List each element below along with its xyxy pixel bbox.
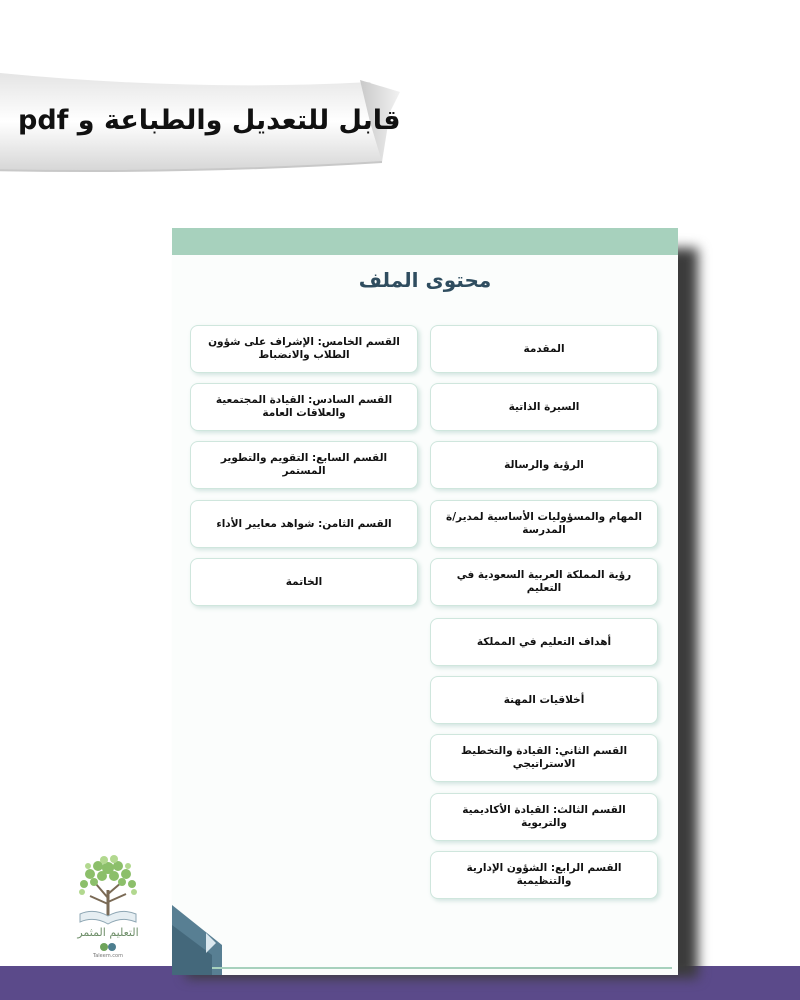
logo-dots-icon bbox=[98, 942, 118, 952]
toc-item[interactable]: الرؤية والرسالة bbox=[430, 441, 658, 489]
toc-item[interactable]: أخلاقيات المهنة bbox=[430, 676, 658, 724]
toc-item[interactable]: القسم الثالث: القيادة الأكاديمية والتربوية bbox=[430, 793, 658, 841]
tree-book-icon bbox=[68, 852, 148, 928]
toc-item[interactable]: القسم الرابع: الشؤون الإدارية والتنظيمية bbox=[430, 851, 658, 899]
toc-item[interactable]: القسم الخامس: الإشراف على شؤون الطلاب والانضباط bbox=[190, 325, 418, 373]
document-page bbox=[172, 228, 678, 975]
toc-item[interactable]: المهام والمسؤوليات الأساسية لمدير/ة المدرسة bbox=[430, 500, 658, 548]
toc-item[interactable]: القسم السابع: التقويم والتطوير المستمر bbox=[190, 441, 418, 489]
toc-item[interactable]: رؤية المملكة العربية السعودية في التعليم bbox=[430, 558, 658, 606]
toc-item[interactable]: السيرة الذاتية bbox=[430, 383, 658, 431]
page-bottom-line bbox=[212, 967, 672, 969]
banner-text: قابل للتعديل والطباعة و pdf bbox=[18, 105, 401, 136]
toc-item[interactable]: المقدمة bbox=[430, 325, 658, 373]
toc-item[interactable]: القسم السادس: القيادة المجتمعية والعلاقات العامة bbox=[190, 383, 418, 431]
toc-item[interactable]: أهداف التعليم في المملكة bbox=[430, 618, 658, 666]
logo bbox=[68, 852, 148, 962]
page-title: محتوى الملف bbox=[358, 268, 492, 292]
page-top-bar bbox=[172, 228, 678, 255]
toc-item[interactable]: الخاتمة bbox=[190, 558, 418, 606]
logo-name: التعليم المثمر bbox=[77, 926, 139, 939]
toc-item[interactable]: القسم الثامن: شواهد معايير الأداء bbox=[190, 500, 418, 548]
logo-domain: Taleem.com bbox=[93, 953, 123, 959]
corner-decoration bbox=[172, 905, 232, 975]
toc-item[interactable]: القسم الثاني: القيادة والتخطيط الاستراتيجي bbox=[430, 734, 658, 782]
